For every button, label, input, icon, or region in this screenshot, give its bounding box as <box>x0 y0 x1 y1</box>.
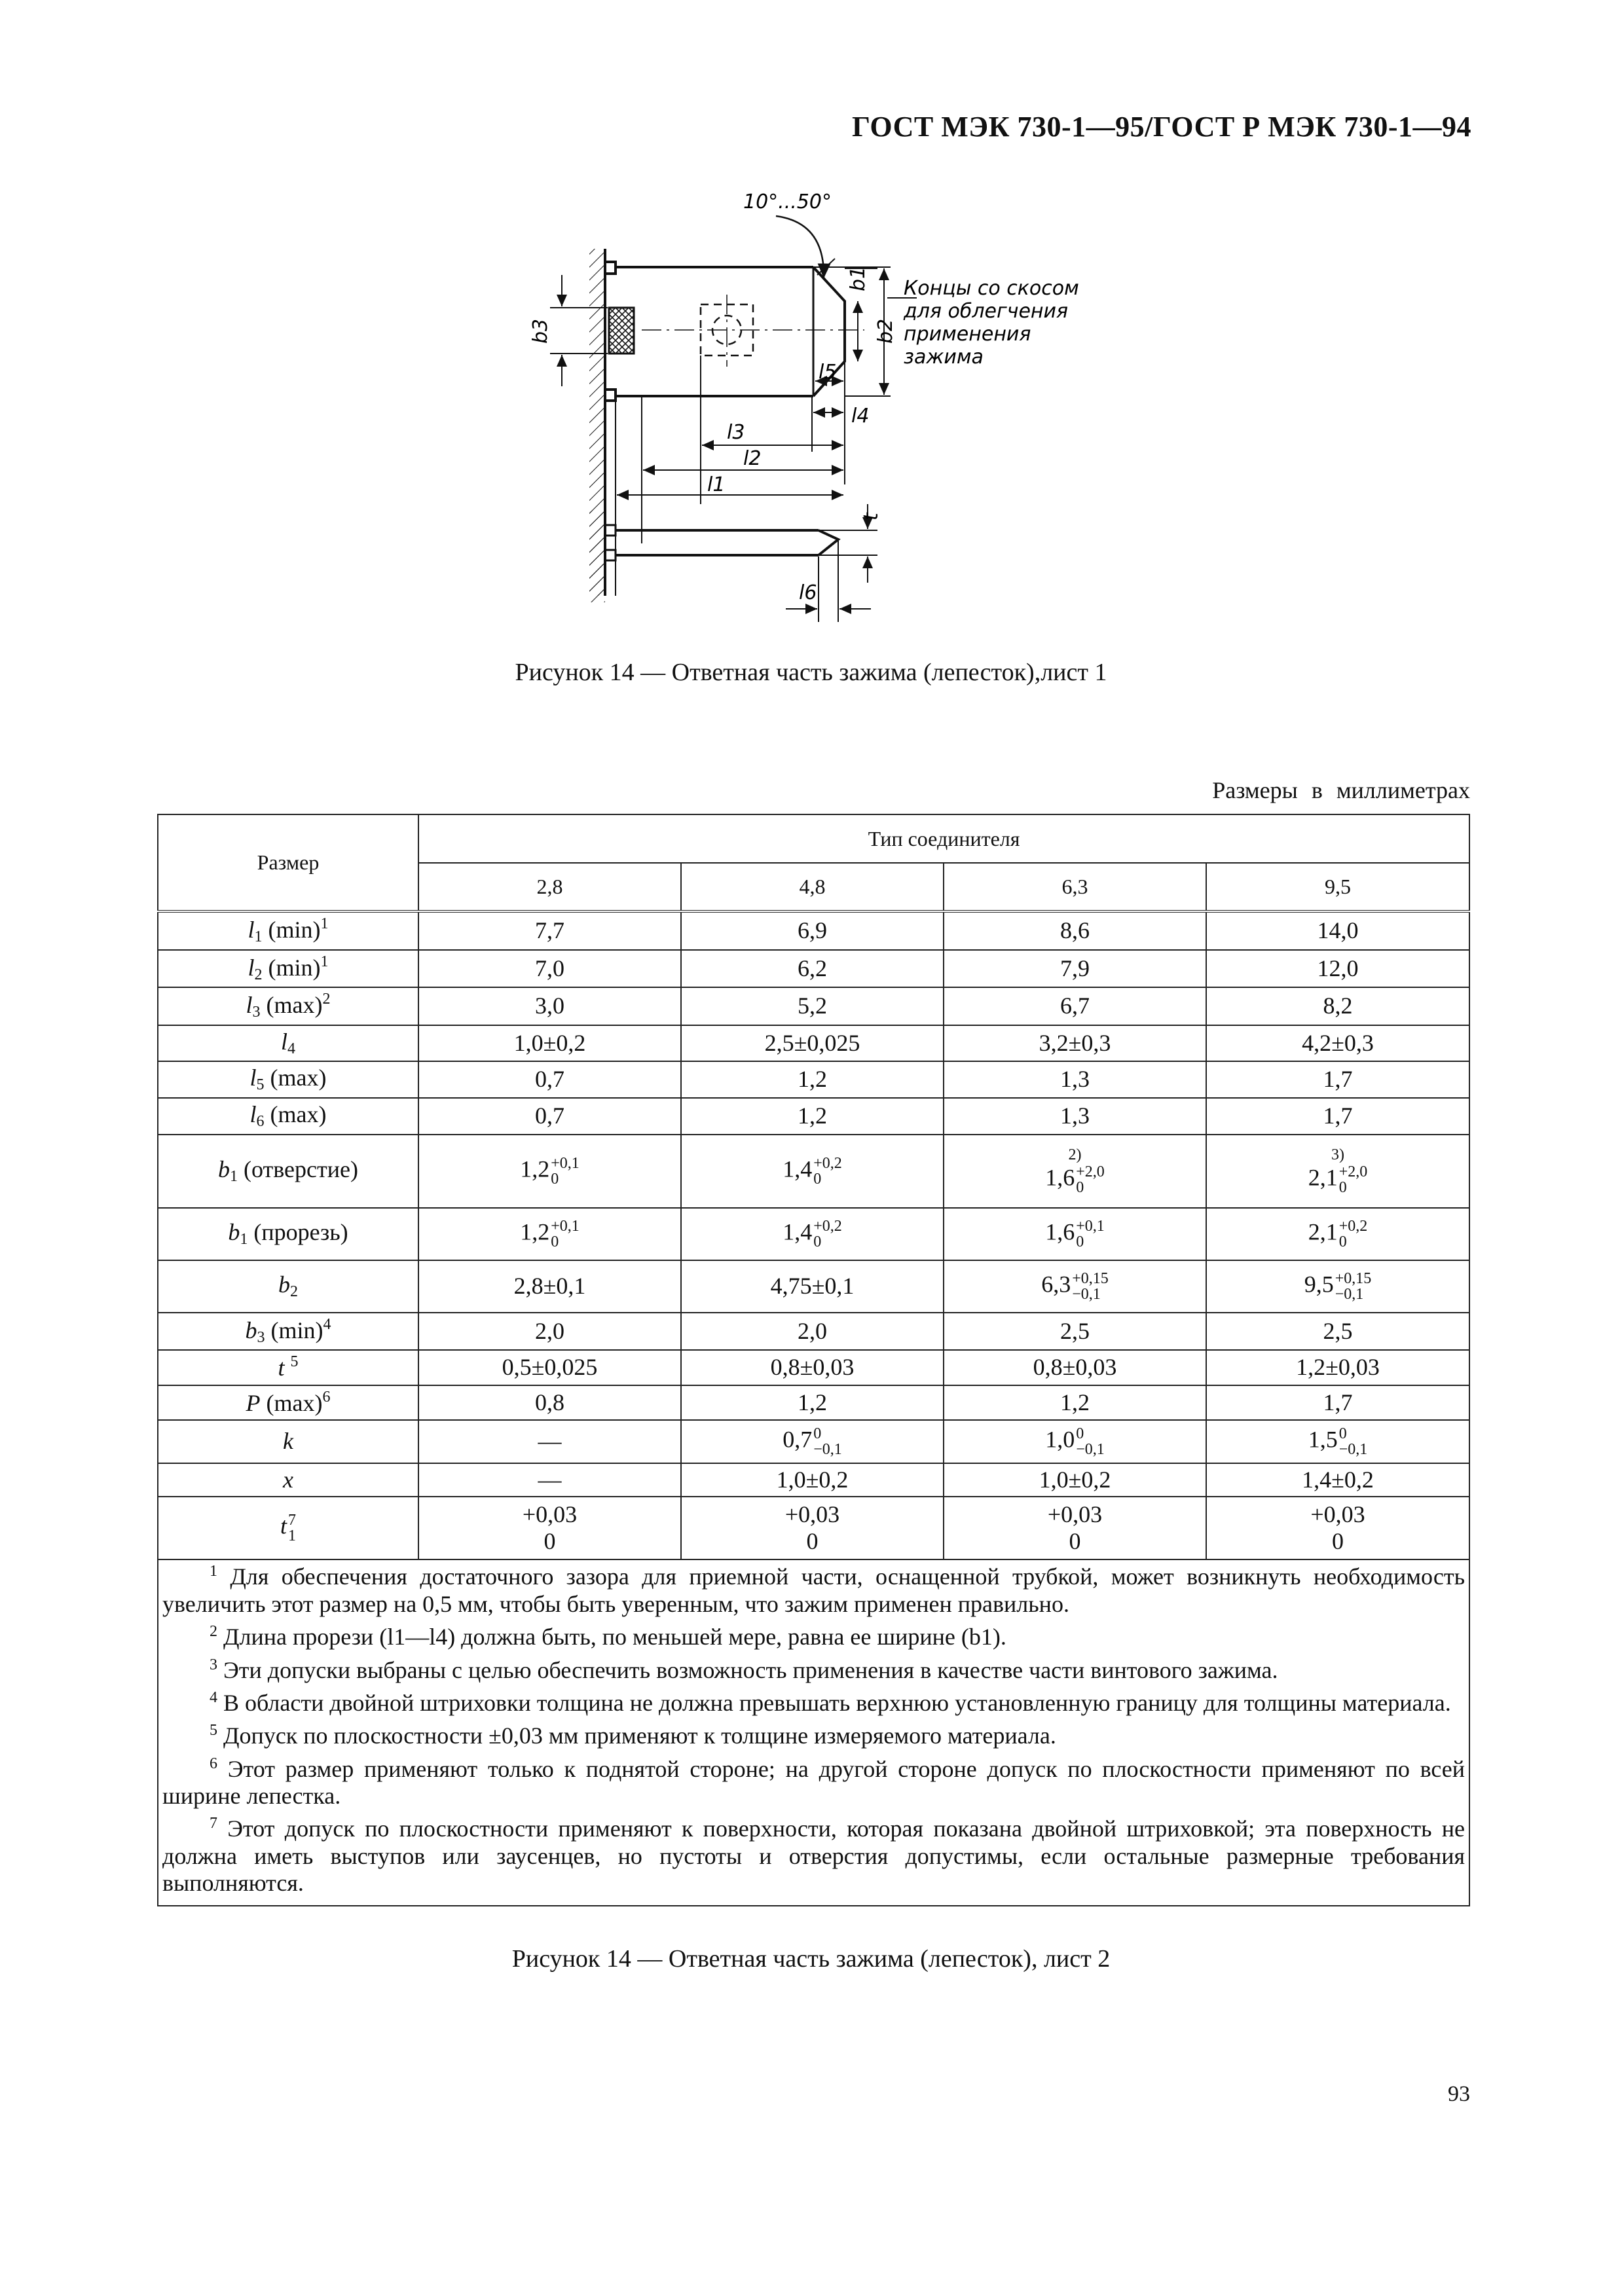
dim-label-l6: l6 <box>799 581 817 604</box>
value-cell <box>944 1420 1206 1463</box>
callout <box>887 277 1079 369</box>
footnote <box>162 1563 1465 1618</box>
dimensions-table <box>157 814 1470 1906</box>
tolerance-upper: +0,03 <box>522 1501 578 1527</box>
value-base: 1,6 <box>1045 1218 1075 1245</box>
size-subscript: 1 <box>254 928 263 945</box>
value-base: 1,6 <box>1045 1164 1075 1191</box>
footnote-ref: 4 <box>323 1315 331 1333</box>
size-qualifier: (max) <box>260 992 323 1019</box>
tolerance-upper: +2,0 <box>1338 1163 1368 1181</box>
tolerance <box>1335 1271 1372 1302</box>
tolerance-upper: +0,2 <box>813 1154 842 1172</box>
footnote-number: 4 <box>210 1688 217 1706</box>
footnote <box>162 1656 1465 1684</box>
footnote <box>162 1722 1465 1749</box>
size-label <box>158 1420 418 1463</box>
tolerance-upper: +0,1 <box>551 1154 580 1172</box>
header-type-3: 6,3 <box>944 863 1206 911</box>
value-cell: 0,8 <box>418 1385 681 1420</box>
value-cell: 1,4±0,2 <box>1206 1463 1469 1497</box>
footnote-ref: 5 <box>290 1353 299 1371</box>
footnote-number: 2 <box>210 1623 217 1641</box>
value-cell: 4,2±0,3 <box>1206 1025 1469 1062</box>
tolerance <box>1339 1218 1368 1250</box>
size-symbol: k <box>283 1428 293 1455</box>
value-cell: 7,7 <box>418 911 681 950</box>
size-subscript: 1 <box>230 1167 238 1185</box>
size-subscript: 1 <box>240 1230 248 1248</box>
value-cell: 1,0±0,2 <box>418 1025 681 1062</box>
size-subscript: 3 <box>252 1004 261 1021</box>
size-symbol: x <box>283 1466 293 1493</box>
value-cell <box>418 1208 681 1260</box>
size-label <box>158 1350 418 1385</box>
value-cell: 2,0 <box>418 1313 681 1351</box>
footnote-number: 7 <box>210 1815 217 1832</box>
tolerance-upper: 0 <box>813 1425 822 1442</box>
angle-label: 10°...50° <box>743 191 832 213</box>
value-cell: 3,0 <box>418 987 681 1025</box>
size-qualifier: (min) <box>265 1317 323 1343</box>
value-cell <box>681 1497 944 1559</box>
footnote-text: Эти допуски выбраны с целью обеспечить возможность применения в качестве части винтового зажима. <box>217 1656 1278 1683</box>
tolerance <box>813 1426 842 1457</box>
footnote-mark: 2) <box>1068 1146 1082 1163</box>
tolerance-lower: 0 <box>813 1233 822 1250</box>
value-cell: 0,7 <box>418 1098 681 1135</box>
value-cell: 6,9 <box>681 911 944 950</box>
size-label <box>158 1385 418 1420</box>
tolerance <box>1339 1164 1368 1195</box>
value-cell <box>418 1497 681 1559</box>
footnote-ref: 1 <box>320 915 329 932</box>
value-cell: 1,2 <box>681 1385 944 1420</box>
footnote-mark: 3) <box>1331 1146 1345 1163</box>
units-note: Размеры в миллиметрах <box>1212 777 1470 803</box>
dim-label-l1: l1 <box>707 473 726 496</box>
size-symbol: l <box>249 1065 257 1091</box>
tolerance-upper: +0,03 <box>1310 1501 1365 1527</box>
footnote-text: Этот размер применяют только к поднятой стороне; на другой стороне допуск по плоскостности применяют по всей ширине лепестка. <box>162 1755 1465 1810</box>
footnote <box>162 1623 1465 1650</box>
footnote-ref: 6 <box>322 1388 331 1406</box>
value-cell <box>944 1497 1206 1559</box>
value-cell: 2,5 <box>1206 1313 1469 1351</box>
table-row <box>158 1463 1469 1497</box>
table-row <box>158 1313 1469 1351</box>
value-cell: 7,0 <box>418 950 681 988</box>
table-row <box>158 911 1469 950</box>
size-symbol: b <box>245 1317 257 1343</box>
dim-label-b2: b2 <box>874 318 897 344</box>
value-base: 4,75±0,1 <box>770 1272 855 1299</box>
size-symbol: l <box>280 1028 287 1055</box>
value-cell <box>1206 1497 1469 1559</box>
value-cell <box>681 1420 944 1463</box>
table-row <box>158 987 1469 1025</box>
tolerance <box>1076 1164 1105 1195</box>
side-view <box>589 504 877 622</box>
value-base: 0,7 <box>783 1426 813 1453</box>
horizontal-dimensions <box>616 355 845 596</box>
value-cell: 1,2 <box>944 1385 1206 1420</box>
tolerance-upper: +0,1 <box>551 1217 580 1235</box>
value-base: 1,2 <box>520 1155 550 1182</box>
footnote <box>162 1815 1465 1897</box>
table-row <box>158 1025 1469 1062</box>
footnote-text: Для обеспечения достаточного зазора для приемной части, оснащенной трубкой, может возникнуть необходимость увеличить этот размер на 0,5 мм, чтобы быть уверенным, что зажим применен правильно. <box>162 1563 1465 1617</box>
tolerance <box>813 1156 842 1187</box>
dim-label-b1: b1 <box>847 266 870 291</box>
value-base: 1,2 <box>520 1218 550 1245</box>
value-cell: 8,6 <box>944 911 1206 950</box>
size-qualifier: (min) <box>262 917 321 943</box>
size-subscript: 2 <box>290 1283 298 1300</box>
footnote-text: В области двойной штриховки толщина не должна превышать верхнюю установленную границу для толщины материала. <box>217 1689 1451 1716</box>
value-cell: 5,2 <box>681 987 944 1025</box>
tolerance <box>813 1218 842 1250</box>
table-row <box>158 950 1469 988</box>
tolerance-lower: −0,1 <box>1338 1440 1368 1458</box>
table-row <box>158 1420 1469 1463</box>
value-cell: — <box>418 1463 681 1497</box>
table-row <box>158 1061 1469 1098</box>
tolerance-upper: +0,15 <box>1072 1269 1109 1287</box>
value-cell: 0,8±0,03 <box>681 1350 944 1385</box>
header-size: Размер <box>158 814 418 911</box>
value-cell: 1,0±0,2 <box>944 1463 1206 1497</box>
size-label <box>158 1497 418 1559</box>
tolerance <box>1072 1271 1109 1302</box>
value-cell: 8,2 <box>1206 987 1469 1025</box>
tolerance-lower: 0 <box>551 1170 559 1188</box>
size-subscript: 1 <box>288 1527 296 1545</box>
tolerance-lower: 0 <box>1332 1528 1344 1555</box>
value-cell <box>944 1135 1206 1208</box>
tolerance-lower: 0 <box>806 1528 819 1555</box>
value-base: 1,0 <box>1045 1426 1075 1453</box>
value-cell <box>681 1208 944 1260</box>
notes-row <box>158 1559 1469 1905</box>
tolerance-upper: +0,15 <box>1335 1269 1372 1287</box>
value-cell <box>418 1420 681 1463</box>
value-cell: 1,3 <box>944 1098 1206 1135</box>
value-cell <box>418 1135 681 1208</box>
size-symbol: l <box>249 1101 257 1127</box>
value-cell <box>681 1260 944 1313</box>
tolerance-upper: +0,2 <box>813 1217 842 1235</box>
value-cell <box>1206 1208 1469 1260</box>
callout-line-3: применения <box>904 323 1031 346</box>
size-symbol: b <box>278 1271 290 1298</box>
tolerance-lower: −0,1 <box>813 1440 842 1458</box>
value-cell: 3,2±0,3 <box>944 1025 1206 1062</box>
value-base: — <box>538 1428 562 1455</box>
size-label <box>158 1098 418 1135</box>
value-cell: 0,8±0,03 <box>944 1350 1206 1385</box>
size-subscript: 4 <box>287 1040 295 1057</box>
footnote-ref: 2 <box>322 991 331 1008</box>
figure-caption-sheet-1: Рисунок 14 — Ответная часть зажима (лепесток),лист 1 <box>515 659 1107 686</box>
tolerance <box>1076 1218 1105 1250</box>
size-label <box>158 911 418 950</box>
header-type-1: 2,8 <box>418 863 681 911</box>
value-cell: 0,5±0,025 <box>418 1350 681 1385</box>
footnote-ref: 7 <box>288 1512 296 1529</box>
value-cell <box>681 1135 944 1208</box>
size-indices <box>288 1512 296 1544</box>
tolerance-upper: 0 <box>1076 1425 1084 1442</box>
value-base: 1,4 <box>783 1155 813 1182</box>
tolerance <box>551 1156 580 1187</box>
header-type-2: 4,8 <box>681 863 944 911</box>
footnote-number: 6 <box>210 1755 217 1772</box>
callout-line-2: для облегчения <box>904 300 1069 323</box>
dim-label-l3: l3 <box>727 421 745 444</box>
value-cell <box>418 1260 681 1313</box>
table-row <box>158 1208 1469 1260</box>
size-symbol: l <box>248 917 255 943</box>
tolerance-lower: 0 <box>1076 1179 1084 1197</box>
value-base: 6,3 <box>1041 1270 1071 1297</box>
tolerance-lower: −0,1 <box>1076 1440 1105 1458</box>
size-symbol: l <box>246 992 253 1019</box>
value-cell: 6,7 <box>944 987 1206 1025</box>
footnote-ref: 1 <box>320 953 329 970</box>
table-row <box>158 1350 1469 1385</box>
tolerance-lower: 0 <box>551 1233 559 1250</box>
table-row <box>158 1098 1469 1135</box>
size-qualifier: (max) <box>264 1101 327 1127</box>
tolerance-upper: +0,03 <box>784 1501 840 1527</box>
value-cell: 0,7 <box>418 1061 681 1098</box>
callout-line-4: зажима <box>904 346 984 369</box>
angle-dimension <box>743 191 835 278</box>
size-qualifier: (отверстие) <box>238 1156 358 1182</box>
value-cell: 1,7 <box>1206 1098 1469 1135</box>
size-label <box>158 1313 418 1351</box>
page-number: 93 <box>1448 2082 1470 2106</box>
size-label <box>158 1061 418 1098</box>
value-cell: 2,0 <box>681 1313 944 1351</box>
footnote-text: Длина прорези (l1—l4) должна быть, по меньшей мере, равна ее ширине (b1). <box>217 1624 1006 1650</box>
size-label <box>158 950 418 988</box>
tolerance-lower: 0 <box>1076 1233 1084 1250</box>
size-qualifier: (прорезь) <box>248 1218 348 1245</box>
tolerance-upper: 0 <box>1338 1425 1347 1442</box>
value-cell <box>944 1208 1206 1260</box>
value-base: 2,1 <box>1308 1218 1338 1245</box>
size-qualifier: (max) <box>264 1065 327 1091</box>
value-cell: 1,7 <box>1206 1061 1469 1098</box>
tolerance-upper: +0,03 <box>1047 1501 1103 1527</box>
value-cell: 12,0 <box>1206 950 1469 988</box>
size-label <box>158 1260 418 1313</box>
table-row <box>158 1385 1469 1420</box>
value-cell: 1,3 <box>944 1061 1206 1098</box>
size-symbol: b <box>218 1156 230 1182</box>
value-cell <box>1206 1135 1469 1208</box>
size-symbol: t <box>278 1355 285 1381</box>
size-subscript: 3 <box>257 1328 265 1346</box>
tolerance-lower: 0 <box>1338 1233 1347 1250</box>
footnote-text: Этот допуск по плоскостности применяют к поверхности, которая показана двойной штриховкой; эта поверхность не должна иметь выступов или заусенцев, но пустоты и отверстия допустимы, если остальные размерные требования выполняются. <box>162 1815 1465 1897</box>
tolerance-lower: 0 <box>1069 1528 1081 1555</box>
size-symbol: l <box>248 954 255 981</box>
size-label <box>158 987 418 1025</box>
dim-label-l2: l2 <box>743 447 762 470</box>
dim-label-l5: l5 <box>819 361 837 384</box>
value-cell: 1,0±0,2 <box>681 1463 944 1497</box>
size-subscript: 5 <box>256 1076 265 1094</box>
value-cell <box>1206 1420 1469 1463</box>
tolerance-lower: 0 <box>813 1170 822 1188</box>
value-cell: 1,2±0,03 <box>1206 1350 1469 1385</box>
dim-label-b3: b3 <box>529 318 552 344</box>
tolerance-lower: 0 <box>544 1528 556 1555</box>
value-base: 9,5 <box>1304 1270 1334 1297</box>
dim-label-t: t <box>860 513 883 520</box>
table-row <box>158 1135 1469 1208</box>
size-label <box>158 1463 418 1497</box>
page-header: ГОСТ МЭК 730-1—95/ГОСТ Р МЭК 730-1—94 <box>851 111 1471 143</box>
header-type-4: 9,5 <box>1206 863 1469 911</box>
tolerance-upper: +0,2 <box>1338 1217 1368 1235</box>
size-label <box>158 1208 418 1260</box>
value-cell: 2,5±0,025 <box>681 1025 944 1062</box>
size-qualifier: (max) <box>260 1389 323 1416</box>
size-label <box>158 1025 418 1062</box>
footnote <box>162 1755 1465 1810</box>
header-connector-type: Тип соединителя <box>418 814 1469 863</box>
value-base: 1,4 <box>783 1218 813 1245</box>
figure-caption-sheet-2: Рисунок 14 — Ответная часть зажима (лепесток), лист 2 <box>511 1945 1111 1973</box>
value-cell: 7,9 <box>944 950 1206 988</box>
footnote-text: Допуск по плоскостности ±0,03 мм применяют к толщине измеряемого материала. <box>217 1722 1056 1749</box>
footnotes <box>158 1559 1469 1905</box>
value-base: 2,1 <box>1308 1164 1338 1191</box>
value-cell: 14,0 <box>1206 911 1469 950</box>
tolerance <box>551 1218 580 1250</box>
value-cell <box>1206 1260 1469 1313</box>
size-subscript: 2 <box>254 966 263 983</box>
callout-line-1: Концы со скосом <box>904 277 1079 300</box>
size-symbol: P <box>246 1389 261 1416</box>
value-cell: 1,2 <box>681 1098 944 1135</box>
footnote-number: 5 <box>210 1722 217 1740</box>
tolerance <box>1076 1426 1105 1457</box>
size-qualifier <box>285 1355 291 1381</box>
dim-label-l4: l4 <box>851 405 870 428</box>
size-label <box>158 1135 418 1208</box>
size-subscript: 6 <box>256 1112 265 1130</box>
tolerance <box>1339 1426 1368 1457</box>
footnote-number: 3 <box>210 1656 217 1673</box>
value-cell: 1,2 <box>681 1061 944 1098</box>
tolerance-lower: −0,1 <box>1072 1285 1101 1303</box>
value-cell <box>944 1260 1206 1313</box>
value-cell: 6,2 <box>681 950 944 988</box>
tolerance-upper: +0,1 <box>1076 1217 1105 1235</box>
tolerance-upper: +2,0 <box>1076 1163 1105 1181</box>
tolerance-lower: −0,1 <box>1335 1285 1364 1303</box>
technical-drawing <box>511 177 1166 635</box>
size-qualifier: (min) <box>262 954 321 981</box>
footnote <box>162 1689 1465 1717</box>
size-symbol: b <box>228 1218 240 1245</box>
value-cell: 2,5 <box>944 1313 1206 1351</box>
table-row <box>158 1497 1469 1559</box>
value-cell: 1,7 <box>1206 1385 1469 1420</box>
footnote-number: 1 <box>210 1563 217 1580</box>
value-base: 1,5 <box>1308 1426 1338 1453</box>
value-base: 2,8±0,1 <box>513 1272 586 1299</box>
tolerance-lower: 0 <box>1338 1179 1347 1197</box>
table-row <box>158 1260 1469 1313</box>
size-symbol: t <box>280 1512 287 1539</box>
